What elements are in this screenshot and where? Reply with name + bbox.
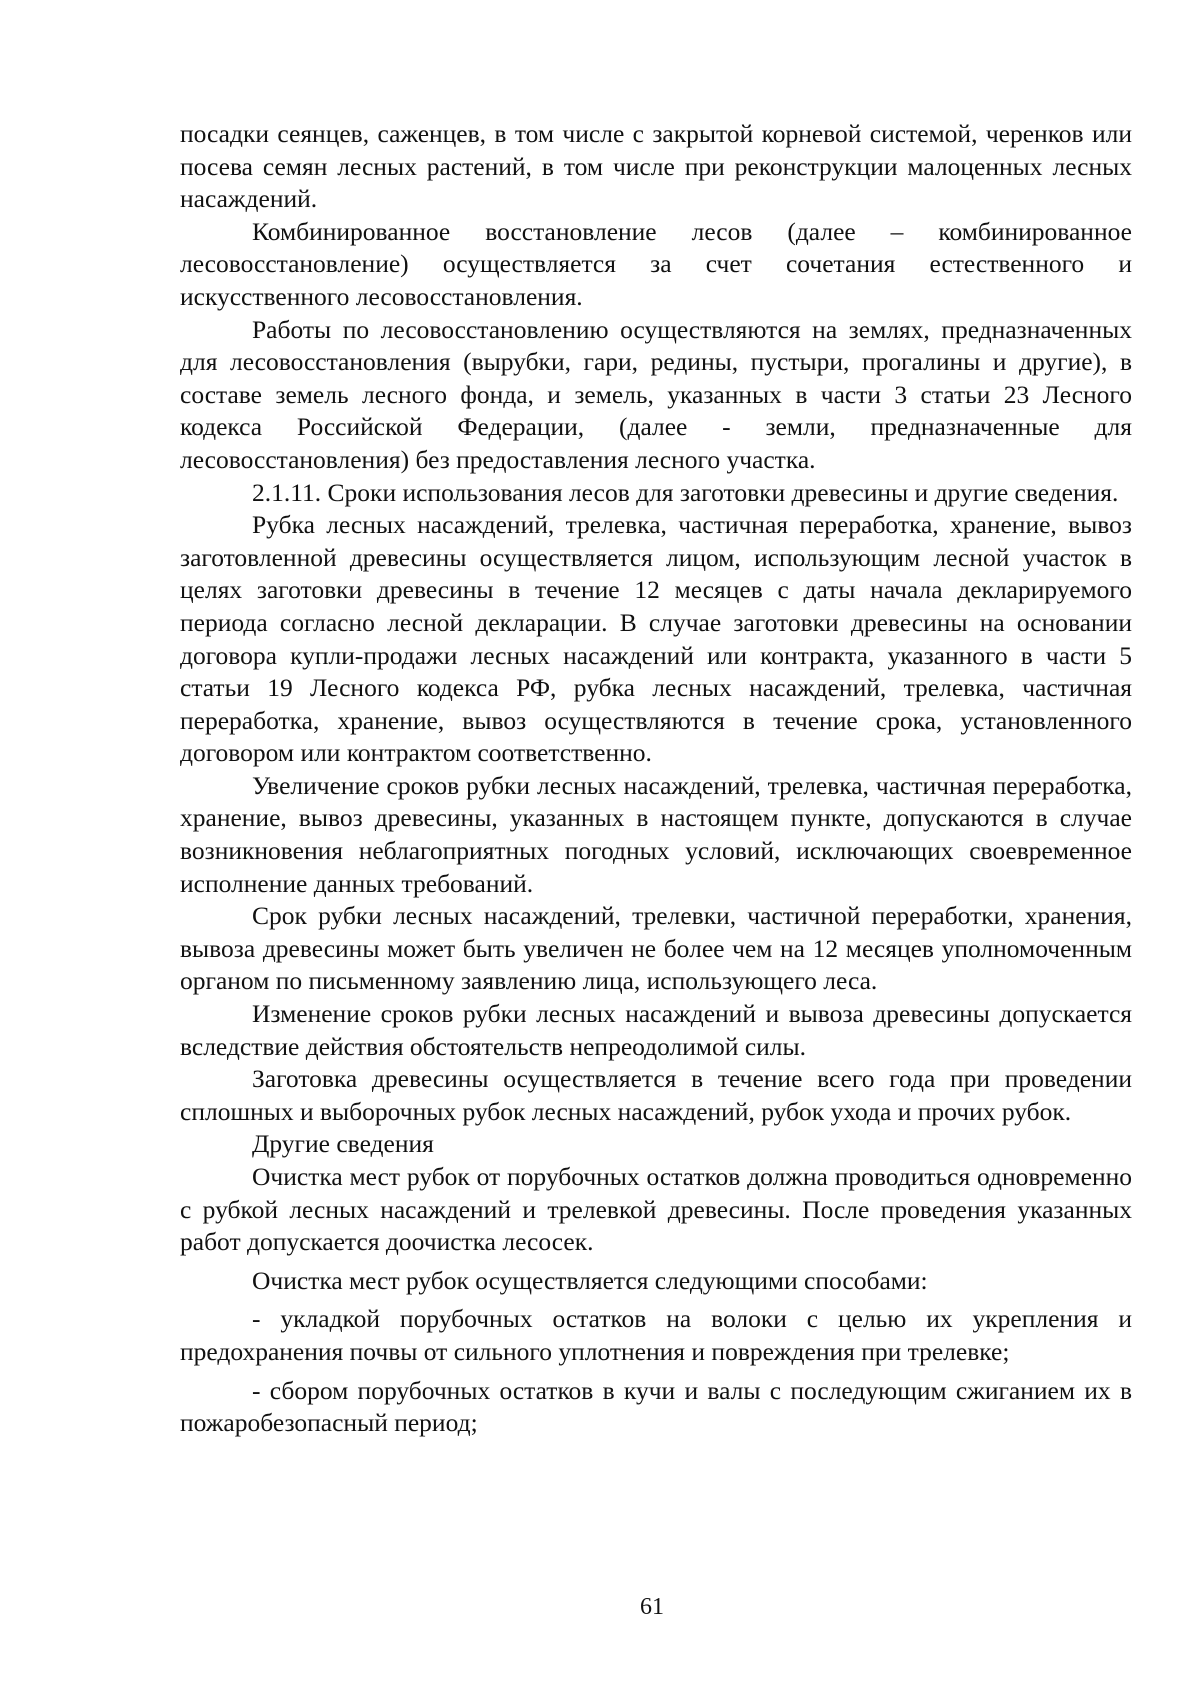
- paragraph-felling-terms: Рубка лесных насаждений, трелевка, частичная переработка, хранение, вывоз заготовленной древесины осуществляется лицом, использующим лесной участок в целях заготовки древесины в течение 12 месяцев с даты начала декларируемого периода согласно лесной декларации. В случае заготовки древесины на основании договора купли-продажи лесных насаждений или контракта, указанного в части 5 статьи 19 Лесного кодекса РФ, рубка лесных насаждений, трелевка, частичная переработка, хранение, вывоз осуществляются в течение срока, установленного договором или контрактом соответственно.: [180, 510, 1132, 768]
- document-body: [180, 118, 1132, 1440]
- paragraph-restoration-lands: Работы по лесовосстановлению осуществляются на землях, предназначенных для лесовосстановления (вырубки, гари, редины, пустыри, прогалины и другие), в составе земель лесного фонда, и земель, указанных в части 3 статьи 23 Лесного кодекса Российской Федерации, (далее - земли, предназначенные для лесовосстановления) без предоставления лесного участка.: [180, 314, 1132, 474]
- paragraph-cleaning-methods-intro: Очистка мест рубок осуществляется следующими способами:: [252, 1265, 928, 1295]
- paragraph-combined-restoration: Комбинированное восстановление лесов (далее – комбинированное лесовосстановление) осуществляется за счет сочетания естественного и искусственного лесовосстановления.: [180, 216, 1132, 311]
- list-item-laying-residues: - укладкой порубочных остатков на волоки с целью их укрепления и предохранения почвы от сильного уплотнения и повреждения при трелевке;: [180, 1304, 1132, 1366]
- paragraph-term-increase: Увеличение сроков рубки лесных насаждений, трелевка, частичная переработка, хранение, вывоз древесины, указанных в настоящем пункте, допускаются в случае возникновения неблагоприятных погодных условий, исключающих своевременное исполнение данных требований.: [180, 770, 1132, 898]
- page-number: 61: [640, 1594, 664, 1620]
- list-item-burning-residues: - сбором порубочных остатков в кучи и валы с последующим сжиганием их в пожаробезопасный период;: [180, 1375, 1132, 1438]
- paragraph-planting-continued: посадки сеянцев, саженцев, в том числе с закрытой корневой системой, черенков или посева семян лесных растений, в том числе при реконструкции малоценных лесных насаждений.: [180, 119, 1132, 214]
- subheading-other-info: Другие сведения: [252, 1129, 434, 1159]
- paragraph-year-round-harvest: Заготовка древесины осуществляется в течение всего года при проведении сплошных и выборочных рубок лесных насаждений, рубок ухода и прочих рубок.: [180, 1064, 1132, 1126]
- paragraph-term-extension: Срок рубки лесных насаждений, трелевки, частичной переработки, хранения, вывоза древесины может быть увеличен не более чем на 12 месяцев уполномоченным органом по письменному заявлению лица, использующего леса.: [180, 901, 1132, 996]
- section-heading-2-1-11: 2.1.11. Сроки использования лесов для заготовки древесины и другие сведения.: [252, 477, 1119, 507]
- paragraph-force-majeure: Изменение сроков рубки лесных насаждений и вывоза древесины допускается вследствие действия обстоятельств непреодолимой силы.: [180, 999, 1132, 1061]
- paragraph-site-cleaning: Очистка мест рубок от порубочных остатков должна проводиться одновременно с рубкой лесных насаждений и трелевкой древесины. После проведения указанных работ допускается доочистка лесосек.: [180, 1162, 1132, 1257]
